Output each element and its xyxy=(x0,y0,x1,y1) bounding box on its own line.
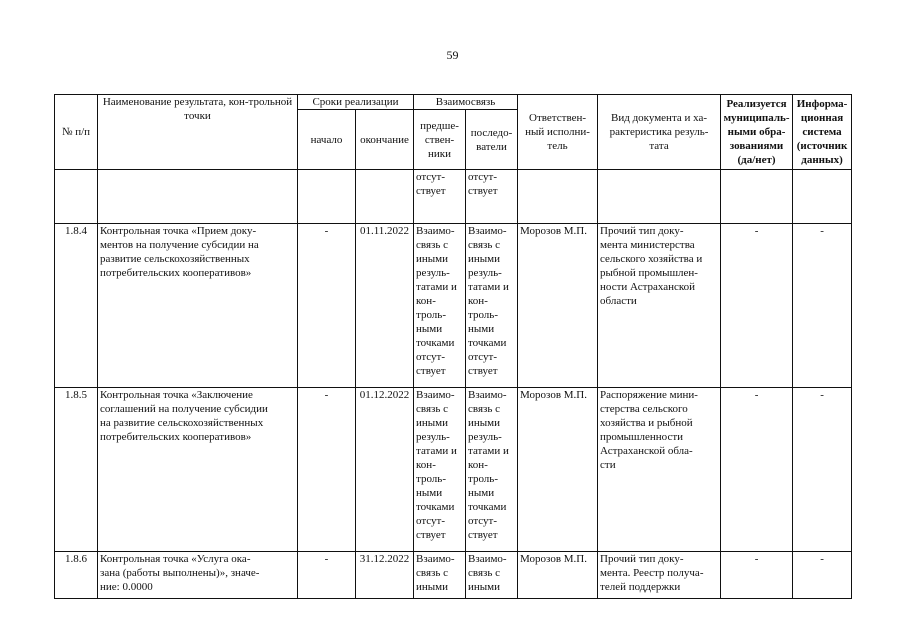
row-num: 1.8.4 xyxy=(55,224,98,388)
row-info-system: - xyxy=(793,552,852,599)
table-row xyxy=(55,552,852,599)
row-start: - xyxy=(298,388,356,552)
row-name: Контрольная точка «Прием доку- ментов на получение субсидии на развитие сельскохозяйственных потребительских кооперативов» xyxy=(98,224,298,388)
row-responsible: Морозов М.П. xyxy=(518,552,598,599)
header-successors: последо- ватели xyxy=(466,110,518,170)
row-municipal: - xyxy=(721,552,793,599)
header-start: начало xyxy=(298,110,356,170)
header-municipal: Реализуется муниципаль- ными обра- зованиями (да/нет) xyxy=(721,95,793,170)
header-responsible: Ответствен- ный исполни- тель xyxy=(518,95,598,170)
table-row xyxy=(55,388,852,552)
row-successors: Взаимо- связь с иными резуль- татами и кон- троль- ными точками отсут- ствует xyxy=(466,224,518,388)
header-name: Наименование результата, кон-трольной точки xyxy=(98,95,298,170)
row-end: 31.12.2022 xyxy=(356,552,414,599)
page-number: 59 xyxy=(446,48,459,62)
row-num: 1.8.6 xyxy=(55,552,98,599)
header-predecessors: предше- ствен- ники xyxy=(414,110,466,170)
row-end: 01.11.2022 xyxy=(356,224,414,388)
header-end: окончание xyxy=(356,110,414,170)
row-start: - xyxy=(298,552,356,599)
row-responsible: Морозов М.П. xyxy=(518,224,598,388)
row-successors: Взаимо- связь с иными резуль- татами и кон- троль- ными точками отсут- ствует xyxy=(466,388,518,552)
row-doc: Прочий тип доку- мента министерства сельского хозяйства и рыбной промышлен- ности Астраханской области xyxy=(598,224,721,388)
table-header xyxy=(55,95,852,170)
row-name: Контрольная точка «Заключение соглашений на получение субсидии на развитие сельскохозяйственных потребительских кооперативов» xyxy=(98,388,298,552)
row-num: 1.8.5 xyxy=(55,388,98,552)
table-row-carryover xyxy=(55,170,852,224)
row-successors: Взаимо- связь с иными xyxy=(466,552,518,599)
row-predecessors: Взаимо- связь с иными резуль- татами и кон- троль- ными точками отсут- ствует xyxy=(414,224,466,388)
row-start: - xyxy=(298,224,356,388)
header-relation: Взаимосвязь xyxy=(414,95,518,110)
row-municipal: - xyxy=(721,388,793,552)
header-info-system: Информа- ционная система (источник данных) xyxy=(793,95,852,170)
header-doc-type: Вид документа и ха- рактеристика резуль- тата xyxy=(598,95,721,170)
row-doc: Прочий тип доку- мента. Реестр получа- телей поддержки xyxy=(598,552,721,599)
row-info-system: - xyxy=(793,388,852,552)
row-predecessors: Взаимо- связь с иными резуль- татами и кон- троль- ными точками отсут- ствует xyxy=(414,388,466,552)
row-municipal: - xyxy=(721,224,793,388)
header-num: № п/п xyxy=(55,95,98,170)
row-doc: Распоряжение мини- стерства сельского хозяйства и рыбной промышленности Астраханской обла- сти xyxy=(598,388,721,552)
header-terms: Сроки реализации xyxy=(298,95,414,110)
control-points-table xyxy=(54,94,852,599)
row-info-system: - xyxy=(793,224,852,388)
row-predecessors: Взаимо- связь с иными xyxy=(414,552,466,599)
carry-predecessors: отсут- ствует xyxy=(414,170,466,224)
row-responsible: Морозов М.П. xyxy=(518,388,598,552)
row-name: Контрольная точка «Услуга ока- зана (работы выполнены)», значе- ние: 0.0000 xyxy=(98,552,298,599)
carry-successors: отсут- ствует xyxy=(466,170,518,224)
row-end: 01.12.2022 xyxy=(356,388,414,552)
table-row xyxy=(55,224,852,388)
